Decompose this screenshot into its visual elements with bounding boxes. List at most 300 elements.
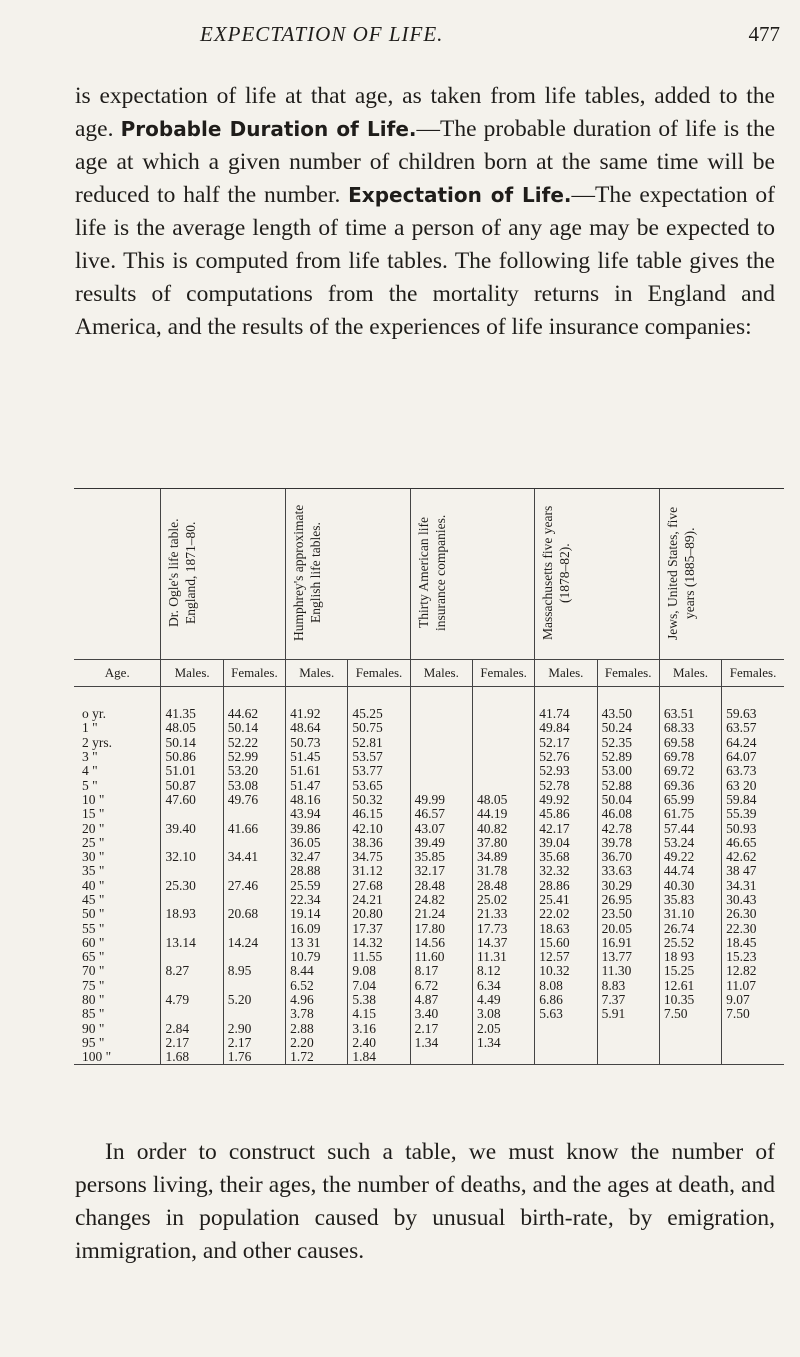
value-cell: 48.05 (472, 793, 534, 807)
value-cell (410, 778, 472, 792)
value-cell: 44.74 (659, 864, 721, 878)
value-cell: 50.86 (161, 750, 223, 764)
age-column-header: Age. (74, 660, 161, 687)
value-cell: 44.19 (472, 807, 534, 821)
value-cell: 34.75 (348, 850, 410, 864)
age-cell: o yr. (82, 706, 107, 722)
value-cell: 49.22 (659, 850, 721, 864)
value-cell: 52.76 (535, 750, 597, 764)
age-cell: 100 " (74, 1050, 161, 1065)
value-cell: 49.84 (535, 721, 597, 735)
value-cell: 8.44 (286, 964, 348, 978)
value-cell: 45.86 (535, 807, 597, 821)
males-header: Males. (535, 660, 597, 687)
value-cell (597, 1022, 659, 1036)
table-row (74, 1007, 784, 1021)
source-american-insurance: Thirty American life insurance companies. (410, 489, 535, 660)
value-cell: 53.57 (348, 750, 410, 764)
value-cell: 32.47 (286, 850, 348, 864)
age-cell: 4 " (82, 763, 98, 779)
value-cell (410, 707, 472, 721)
life-table (74, 488, 784, 1065)
source-humphrey: Humphrey's approximate English life tables. (286, 489, 411, 660)
value-cell (659, 1050, 721, 1065)
value-cell (410, 736, 472, 750)
value-cell: 7.50 (722, 1007, 784, 1021)
value-cell (410, 1050, 472, 1065)
value-cell: 27.68 (348, 879, 410, 893)
value-cell: 46.15 (348, 807, 410, 821)
value-cell: 49.99 (410, 793, 472, 807)
value-cell: 35.83 (659, 893, 721, 907)
value-cell: 17.80 (410, 921, 472, 935)
value-cell (722, 1022, 784, 1036)
value-cell: 9.08 (348, 964, 410, 978)
value-cell: 51.01 (161, 764, 223, 778)
value-cell: 10.35 (659, 993, 721, 1007)
value-cell: 31.78 (472, 864, 534, 878)
females-header: Females. (472, 660, 534, 687)
value-cell (472, 1050, 534, 1065)
value-cell: 27.46 (223, 879, 285, 893)
value-cell: 63 20 (722, 778, 784, 792)
value-cell: 3.16 (348, 1022, 410, 1036)
value-cell: 25.52 (659, 936, 721, 950)
table-row (74, 950, 784, 964)
value-cell (472, 778, 534, 792)
table-row (74, 1036, 784, 1050)
value-cell: 42.17 (535, 821, 597, 835)
value-cell (472, 707, 534, 721)
value-cell (223, 979, 285, 993)
age-cell: 60 " (82, 934, 105, 950)
value-cell: 22.02 (535, 907, 597, 921)
value-cell: 52.88 (597, 778, 659, 792)
value-cell: 36.70 (597, 850, 659, 864)
value-cell: 50.04 (597, 793, 659, 807)
value-cell: 42.10 (348, 821, 410, 835)
value-cell: 28.86 (535, 879, 597, 893)
value-cell: 50.24 (597, 721, 659, 735)
value-cell: 7.37 (597, 993, 659, 1007)
value-cell: 21.33 (472, 907, 534, 921)
age-cell: 2 yrs. (82, 734, 112, 750)
value-cell: 24.21 (348, 893, 410, 907)
value-cell: 2.17 (223, 1036, 285, 1050)
value-cell: 42.78 (597, 821, 659, 835)
value-cell: 1.84 (348, 1050, 410, 1065)
females-header: Females. (348, 660, 410, 687)
value-cell: 18 93 (659, 950, 721, 964)
value-cell: 13.14 (161, 936, 223, 950)
age-cell: 90 " (82, 1020, 105, 1036)
value-cell: 33.63 (597, 864, 659, 878)
males-header: Males. (286, 660, 348, 687)
age-cell: 3 " (82, 749, 98, 765)
value-cell (161, 921, 223, 935)
value-cell: 8.27 (161, 964, 223, 978)
value-cell: 65.99 (659, 793, 721, 807)
age-cell: 85 " (82, 1006, 105, 1022)
value-cell: 18.45 (722, 936, 784, 950)
table-row (74, 850, 784, 864)
value-cell: 17.37 (348, 921, 410, 935)
value-cell: 14.56 (410, 936, 472, 950)
value-cell: 22.34 (286, 893, 348, 907)
value-cell (223, 921, 285, 935)
value-cell: 8.17 (410, 964, 472, 978)
value-cell: 9.07 (722, 993, 784, 1007)
value-cell: 36.05 (286, 836, 348, 850)
value-cell: 53.65 (348, 778, 410, 792)
value-cell: 16.91 (597, 936, 659, 950)
table-row (74, 736, 784, 750)
value-cell: 39.40 (161, 821, 223, 835)
value-cell: 57.44 (659, 821, 721, 835)
value-cell: 12.82 (722, 964, 784, 978)
table-row (74, 764, 784, 778)
value-cell: 11.55 (348, 950, 410, 964)
value-cell: 39.04 (535, 836, 597, 850)
value-cell: 15.60 (535, 936, 597, 950)
females-header: Females. (223, 660, 285, 687)
value-cell: 41.66 (223, 821, 285, 835)
value-cell: 52.93 (535, 764, 597, 778)
value-cell: 14.37 (472, 936, 534, 950)
value-cell: 26.95 (597, 893, 659, 907)
table-spacer-row (74, 687, 784, 708)
value-cell: 25.59 (286, 879, 348, 893)
value-cell (535, 1022, 597, 1036)
value-cell: 7.04 (348, 979, 410, 993)
table-row (74, 921, 784, 935)
value-cell: 2.40 (348, 1036, 410, 1050)
value-cell: 20.68 (223, 907, 285, 921)
value-cell: 11.31 (472, 950, 534, 964)
value-cell: 32.10 (161, 850, 223, 864)
value-cell: 25.30 (161, 879, 223, 893)
table-row (74, 821, 784, 835)
value-cell: 38.36 (348, 836, 410, 850)
value-cell: 46.65 (722, 836, 784, 850)
value-cell: 52.99 (223, 750, 285, 764)
table-row (74, 964, 784, 978)
value-cell (472, 736, 534, 750)
value-cell: 53.77 (348, 764, 410, 778)
value-cell: 52.78 (535, 778, 597, 792)
value-cell: 10.32 (535, 964, 597, 978)
value-cell: 22.30 (722, 921, 784, 935)
value-cell: 28.48 (410, 879, 472, 893)
value-cell: 16.09 (286, 921, 348, 935)
value-cell: 31.12 (348, 864, 410, 878)
value-cell (722, 1036, 784, 1050)
conclusion-paragraph: In order to construct such a table, we must know the number of persons living, their ages, the number of deaths, and the ages at death, and changes in population caused by unusual birth-rate, by emigration, immigration, and other causes. (75, 1139, 775, 1264)
value-cell: 30.43 (722, 893, 784, 907)
value-cell: 52.17 (535, 736, 597, 750)
value-cell: 64.07 (722, 750, 784, 764)
value-cell: 3.40 (410, 1007, 472, 1021)
value-cell: 63.73 (722, 764, 784, 778)
value-cell (472, 721, 534, 735)
table-row (74, 750, 784, 764)
value-cell: 11.07 (722, 979, 784, 993)
value-cell: 53.20 (223, 764, 285, 778)
value-cell: 25.41 (535, 893, 597, 907)
males-header: Males. (659, 660, 721, 687)
value-cell: 34.41 (223, 850, 285, 864)
age-cell: 65 " (82, 949, 105, 965)
table-row (74, 721, 784, 735)
value-cell: 50.32 (348, 793, 410, 807)
value-cell (223, 836, 285, 850)
value-cell (223, 1007, 285, 1021)
value-cell: 52.81 (348, 736, 410, 750)
value-cell (161, 864, 223, 878)
table-row (74, 893, 784, 907)
value-cell: 35.85 (410, 850, 472, 864)
age-cell: 10 " (82, 791, 105, 807)
value-cell (161, 950, 223, 964)
source-massachusetts: Massachusetts five years (1878–82). (535, 489, 660, 660)
value-cell: 6.52 (286, 979, 348, 993)
age-cell: 1 " (82, 720, 98, 736)
value-cell: 10.79 (286, 950, 348, 964)
value-cell: 19.14 (286, 907, 348, 921)
age-cell: 15 " (82, 806, 105, 822)
value-cell: 20.80 (348, 907, 410, 921)
value-cell: 28.88 (286, 864, 348, 878)
value-cell: 50.73 (286, 736, 348, 750)
value-cell: 17.73 (472, 921, 534, 935)
table-row (74, 879, 784, 893)
value-cell: 4.96 (286, 993, 348, 1007)
value-cell: 48.64 (286, 721, 348, 735)
value-cell: 20.05 (597, 921, 659, 935)
value-cell: 34.89 (472, 850, 534, 864)
sex-header-row (74, 660, 784, 687)
value-cell: 1.68 (161, 1050, 223, 1065)
value-cell: 68.33 (659, 721, 721, 735)
value-cell (223, 950, 285, 964)
age-cell: 5 " (82, 777, 98, 793)
value-cell: 2.17 (410, 1022, 472, 1036)
value-cell: 12.61 (659, 979, 721, 993)
value-cell (535, 1050, 597, 1065)
value-cell: 39.49 (410, 836, 472, 850)
females-header: Females. (597, 660, 659, 687)
value-cell (410, 750, 472, 764)
value-cell: 11.60 (410, 950, 472, 964)
value-cell (161, 836, 223, 850)
value-cell: 51.61 (286, 764, 348, 778)
value-cell (659, 1036, 721, 1050)
page-number: 477 (748, 22, 780, 46)
value-cell: 3.78 (286, 1007, 348, 1021)
table-row (74, 793, 784, 807)
value-cell: 5.20 (223, 993, 285, 1007)
value-cell: 14.24 (223, 936, 285, 950)
value-cell: 5.91 (597, 1007, 659, 1021)
value-cell: 64.24 (722, 736, 784, 750)
value-cell (161, 979, 223, 993)
value-cell: 53.08 (223, 778, 285, 792)
value-cell: 6.86 (535, 993, 597, 1007)
value-cell (472, 764, 534, 778)
expectation-text: —The expectation of life is the average length of time a person of any age may be expected to live. This is computed from life tables. The following life table gives the results of computations from the mortality returns in England and America, and the results of the experiences of life insurance companies: (75, 182, 775, 340)
source-ogle: Dr. Ogle's life table. England, 1871–80. (161, 489, 286, 660)
value-cell: 11.30 (597, 964, 659, 978)
males-header: Males. (161, 660, 223, 687)
value-cell: 42.62 (722, 850, 784, 864)
value-cell: 63.57 (722, 721, 784, 735)
value-cell: 4.79 (161, 993, 223, 1007)
value-cell: 50.93 (722, 821, 784, 835)
value-cell (722, 1050, 784, 1065)
value-cell (223, 864, 285, 878)
running-title: EXPECTATION OF LIFE. (200, 22, 444, 46)
value-cell: 2.05 (472, 1022, 534, 1036)
value-cell: 52.22 (223, 736, 285, 750)
age-cell: 55 " (82, 920, 105, 936)
value-cell: 3.08 (472, 1007, 534, 1021)
value-cell: 14.32 (348, 936, 410, 950)
value-cell (535, 1036, 597, 1050)
value-cell: 1.34 (410, 1036, 472, 1050)
value-cell (223, 807, 285, 821)
value-cell: 21.24 (410, 907, 472, 921)
probable-duration-text: —The probable duration of life is the age at which a given number of children born at the same time will be reduced to half the number. (75, 116, 776, 208)
expectation-heading: Expectation of Life. (348, 183, 572, 207)
value-cell: 43.94 (286, 807, 348, 821)
value-cell: 15.25 (659, 964, 721, 978)
value-cell: 7.50 (659, 1007, 721, 1021)
value-cell: 5.63 (535, 1007, 597, 1021)
table-row (74, 807, 784, 821)
value-cell: 8.95 (223, 964, 285, 978)
value-cell: 55.39 (722, 807, 784, 821)
intro-line-2: added to the age. (75, 83, 775, 142)
value-cell (410, 764, 472, 778)
table-row (74, 1050, 784, 1065)
table-row (74, 707, 784, 721)
value-cell (223, 893, 285, 907)
source-jews-us: Jews, United States, five years (1885–89). (659, 489, 784, 660)
value-cell: 8.12 (472, 964, 534, 978)
value-cell: 50.75 (348, 721, 410, 735)
age-cell: 25 " (82, 834, 105, 850)
value-cell: 12.57 (535, 950, 597, 964)
age-cell: 35 " (82, 863, 105, 879)
probable-duration-heading: Probable Duration of Life. (120, 117, 417, 141)
value-cell: 18.93 (161, 907, 223, 921)
value-cell: 43.50 (597, 707, 659, 721)
value-cell: 52.89 (597, 750, 659, 764)
value-cell: 51.45 (286, 750, 348, 764)
value-cell: 24.82 (410, 893, 472, 907)
value-cell: 15.23 (722, 950, 784, 964)
value-cell: 46.08 (597, 807, 659, 821)
value-cell: 4.87 (410, 993, 472, 1007)
value-cell: 18.63 (535, 921, 597, 935)
value-cell: 45.25 (348, 707, 410, 721)
value-cell: 25.02 (472, 893, 534, 907)
value-cell (659, 1022, 721, 1036)
value-cell: 49.76 (223, 793, 285, 807)
age-header-blank (74, 489, 161, 660)
value-cell (472, 750, 534, 764)
value-cell: 13 31 (286, 936, 348, 950)
value-cell (597, 1036, 659, 1050)
value-cell: 51.47 (286, 778, 348, 792)
age-cell: 40 " (82, 877, 105, 893)
value-cell: 4.49 (472, 993, 534, 1007)
value-cell: 41.74 (535, 707, 597, 721)
value-cell: 49.92 (535, 793, 597, 807)
value-cell: 48.16 (286, 793, 348, 807)
females-header: Females. (722, 660, 784, 687)
value-cell: 50.14 (161, 736, 223, 750)
value-cell: 50.14 (223, 721, 285, 735)
value-cell: 63.51 (659, 707, 721, 721)
value-cell: 52.35 (597, 736, 659, 750)
age-cell: 95 " (82, 1034, 105, 1050)
source-header-row (74, 489, 784, 660)
value-cell: 69.36 (659, 778, 721, 792)
males-header: Males. (410, 660, 472, 687)
value-cell: 41.35 (161, 707, 223, 721)
value-cell: 8.83 (597, 979, 659, 993)
age-cell: 80 " (82, 992, 105, 1008)
value-cell (161, 893, 223, 907)
table-row (74, 836, 784, 850)
value-cell: 6.34 (472, 979, 534, 993)
value-cell: 13.77 (597, 950, 659, 964)
value-cell: 35.68 (535, 850, 597, 864)
table-row (74, 1022, 784, 1036)
value-cell: 34.31 (722, 879, 784, 893)
age-cell: 20 " (82, 820, 105, 836)
value-cell: 4.15 (348, 1007, 410, 1021)
value-cell (161, 807, 223, 821)
table-row (74, 993, 784, 1007)
value-cell: 2.88 (286, 1022, 348, 1036)
value-cell: 44.62 (223, 707, 285, 721)
table-body (74, 687, 784, 1065)
intro-line-1: is expectation of life at that age, as taken from life tables, (75, 83, 646, 109)
value-cell: 8.08 (535, 979, 597, 993)
value-cell (161, 1007, 223, 1021)
value-cell: 69.72 (659, 764, 721, 778)
table-row (74, 778, 784, 792)
value-cell (597, 1050, 659, 1065)
value-cell: 59.63 (722, 707, 784, 721)
value-cell: 41.92 (286, 707, 348, 721)
value-cell: 5.38 (348, 993, 410, 1007)
value-cell: 31.10 (659, 907, 721, 921)
value-cell: 6.72 (410, 979, 472, 993)
table-row (74, 864, 784, 878)
value-cell: 47.60 (161, 793, 223, 807)
value-cell: 2.17 (161, 1036, 223, 1050)
value-cell: 43.07 (410, 821, 472, 835)
value-cell: 37.80 (472, 836, 534, 850)
value-cell: 40.82 (472, 821, 534, 835)
age-cell: 50 " (82, 906, 105, 922)
value-cell: 69.78 (659, 750, 721, 764)
value-cell: 32.17 (410, 864, 472, 878)
value-cell (410, 721, 472, 735)
